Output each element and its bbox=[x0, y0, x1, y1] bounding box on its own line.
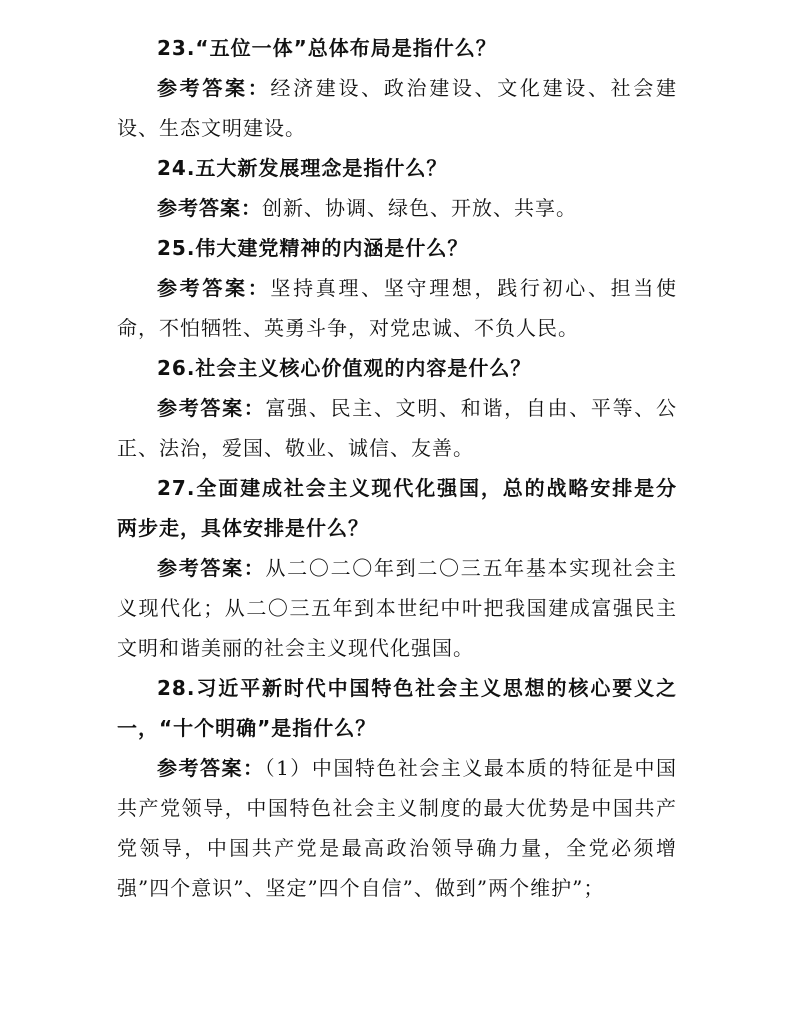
answer-23 bbox=[117, 68, 677, 148]
question-26: 26.社会主义核心价值观的内容是什么？ bbox=[157, 356, 532, 380]
question-27: 27.全面建成社会主义现代化强国，总的战略安排是分两步走，具体安排是什么？ bbox=[117, 476, 677, 540]
question-24: 24.五大新发展理念是指什么？ bbox=[157, 156, 448, 180]
answer-text: 经济建设、政治建设、文化建设、社会建设、生态文明建设。 bbox=[117, 76, 678, 140]
answer-label: 参考答案： bbox=[157, 556, 266, 580]
answer-25 bbox=[117, 268, 677, 348]
answer-label: 参考答案： bbox=[157, 76, 271, 100]
answer-label: 参考答案： bbox=[157, 196, 262, 220]
answer-24 bbox=[117, 188, 677, 228]
answer-label: 参考答案： bbox=[157, 756, 265, 780]
answer-text: 坚持真理、坚守理想，践行初心、担当使命，不怕牺牲、英勇斗争，对党忠诚、不负人民。 bbox=[117, 276, 678, 340]
answer-text: 从二〇二〇年到二〇三五年基本实现社会主义现代化；从二〇三五年到本世纪中叶把我国建成富强民主文明和谐美丽的社会主义现代化强国。 bbox=[117, 556, 678, 660]
answer-label: 参考答案： bbox=[157, 396, 266, 420]
answer-27 bbox=[117, 548, 677, 668]
answer-text: 富强、民主、文明、和谐，自由、平等、公正、法治，爱国、敬业、诚信、友善。 bbox=[117, 396, 678, 460]
answer-28 bbox=[117, 748, 677, 908]
answer-text: 创新、协调、绿色、开放、共享。 bbox=[262, 196, 577, 220]
answer-label: 参考答案： bbox=[157, 276, 271, 300]
question-28: 28.习近平新时代中国特色社会主义思想的核心要义之一，“十个明确”是指什么？ bbox=[117, 676, 677, 740]
answer-26 bbox=[117, 388, 677, 468]
question-25: 25.伟大建党精神的内涵是什么？ bbox=[157, 236, 469, 260]
answer-text: （1）中国特色社会主义最本质的特征是中国共产党领导，中国特色社会主义制度的最大优势是中国共产党领导，中国共产党是最高政治领导确力量，全党必须增强”四个意识”、坚定”四个自信”、做到”两个维护”； bbox=[117, 756, 677, 900]
question-23: 23.“五位一体”总体布局是指什么？ bbox=[157, 36, 497, 60]
